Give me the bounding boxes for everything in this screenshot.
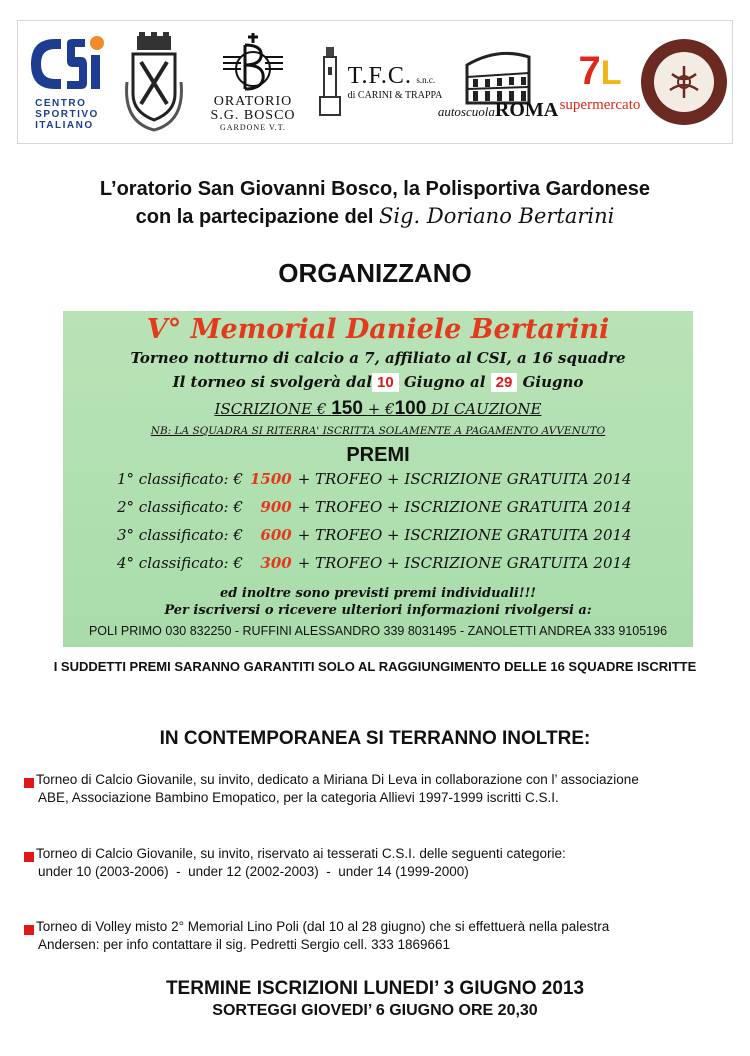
info-request-text: Per iscriversi o ricevere ulteriori informazioni rivolgersi a: (164, 603, 592, 618)
tfc-name: T.F.C. (347, 63, 412, 89)
csi-logo-icon (27, 33, 107, 95)
torneo-dates: Il torneo si svolgerà dal 10 Giugno al 29 Giugno (172, 373, 584, 391)
supermercato-text: supermercato (559, 96, 641, 113)
colosseum-icon (463, 43, 533, 105)
town-crest-logo (118, 21, 190, 143)
date-start-badge: 10 (372, 373, 399, 392)
csi-logo (22, 21, 112, 143)
seven-l-mark: 7L (578, 48, 622, 93)
prize-row: 2° classificato: € 900 + TROFEO + ISCRIZIONE GRATUITA 2014 (117, 498, 632, 516)
prize-row: 3° classificato: € 600 + TROFEO + ISCRIZIONE GRATUITA 2014 (117, 526, 632, 544)
tfc-subtitle: di CARINI & TRAPPA (347, 90, 443, 101)
oratorio-logo (198, 21, 308, 143)
contemporanea-heading: IN CONTEMPORANEA SI TERRANNO INOLTRE: (159, 728, 591, 749)
red-square-bullet-icon (24, 925, 34, 935)
autoscuola-roma-logo (437, 21, 559, 143)
individual-prizes-note: ed inoltre sono previsti premi individuali!!! (220, 586, 536, 601)
polisportiva-seal-icon (664, 62, 704, 102)
iscrizione-fee: ISCRIZIONE € 150 + €100 DI CAUZIONE (214, 398, 542, 419)
csi-text: CENTRO SPORTIVO ITALIANO (35, 98, 99, 131)
premi-heading: PREMI (346, 444, 410, 466)
memorial-box (63, 311, 693, 647)
tfc-logo (310, 21, 450, 143)
polisportiva-logo (638, 21, 730, 143)
sponsor-name: Sig. Doriano Bertarini (379, 204, 615, 228)
prize-row: 4° classificato: € 300 + TROFEO + ISCRIZIONE GRATUITA 2014 (117, 554, 632, 572)
date-end-badge: 29 (491, 373, 518, 392)
town-crest-icon (123, 32, 185, 132)
contact-numbers: POLI PRIMO 030 832250 - RUFFINI ALESSANDRO 339 8031495 - ZANOLETTI ANDREA 333 9105196 (88, 624, 668, 638)
intro-line-1: L’oratorio San Giovanni Bosco, la Polisportiva Gardonese (99, 178, 651, 200)
red-square-bullet-icon (24, 778, 34, 788)
oratorio-monogram-icon (223, 33, 283, 95)
autoscuola-roma-text: autoscuolaROMA (437, 98, 559, 121)
registration-deadline: TERMINE ISCRIZIONI LUNEDI’ 3 GIUGNO 2013 (165, 978, 585, 999)
tower-icon (318, 47, 342, 117)
payment-note: NB: LA SQUADRA SI RITERRA' ISCRITTA SOLAMENTE A PAGAMENTO AVVENUTO (150, 425, 606, 437)
tfc-snc: s.n.c. (416, 75, 436, 85)
intro-line-2: con la partecipazione del Sig. Doriano Bertarini (135, 204, 615, 228)
prize-row: 1° classificato: € 1500 + TROFEO + ISCRIZIONE GRATUITA 2014 (117, 470, 632, 488)
torneo-description: Torneo notturno di calcio a 7, affiliato al CSI, a 16 squadre (130, 349, 626, 367)
oratorio-location: GARDONE V.T. (219, 122, 286, 132)
draw-date: SORTEGGI GIOVEDI’ 6 GIUGNO ORE 20,30 (212, 1002, 538, 1019)
oratorio-name: ORATORIO S.G. BOSCO (210, 93, 296, 123)
memorial-title: V° Memorial Daniele Bertarini (146, 314, 610, 345)
sponsor-logo-strip (17, 20, 733, 144)
guarantee-note: I SUDDETTI PREMI SARANNO GARANTITI SOLO AL RAGGIUNGIMENTO DELLE 16 SQUADRE ISCRITTE (53, 659, 697, 674)
supermercato-7l-logo (548, 21, 652, 143)
organizzano-heading: ORGANIZZANO (278, 258, 472, 288)
red-square-bullet-icon (24, 852, 34, 862)
